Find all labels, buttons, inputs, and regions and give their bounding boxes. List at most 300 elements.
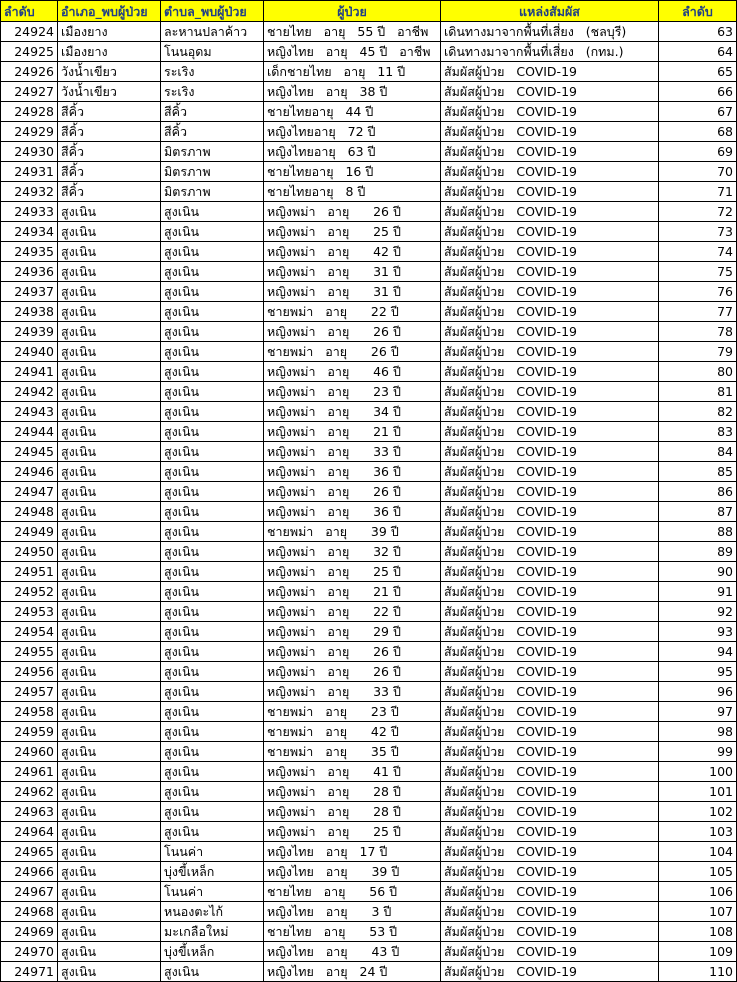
cell-district: สูงเนิน bbox=[58, 262, 161, 282]
cell-district: สูงเนิน bbox=[58, 542, 161, 562]
table-row bbox=[1, 362, 737, 382]
cell-patient: หญิงพม่า อายุ 25 ปี bbox=[264, 822, 441, 842]
cell-order: 79 bbox=[659, 342, 737, 362]
cell-patient: ชายพม่า อายุ 23 ปี bbox=[264, 702, 441, 722]
cell-subdistrict: สูงเนิน bbox=[161, 562, 264, 582]
cell-subdistrict: บุ่งขี้เหล็ก bbox=[161, 862, 264, 882]
cell-patient: ชายไทยอายุ 44 ปี bbox=[264, 102, 441, 122]
cell-source: สัมผัสผู้ป่วย COVID-19 bbox=[441, 502, 659, 522]
cell-no: 24932 bbox=[1, 182, 58, 202]
cell-source: สัมผัสผู้ป่วย COVID-19 bbox=[441, 642, 659, 662]
cell-order: 94 bbox=[659, 642, 737, 662]
cell-order: 81 bbox=[659, 382, 737, 402]
cell-order: 102 bbox=[659, 802, 737, 822]
cell-patient: หญิงไทย อายุ 45 ปี อาชีพ bbox=[264, 42, 441, 62]
cell-patient: หญิงพม่า อายุ 25 ปี bbox=[264, 562, 441, 582]
cell-district: สูงเนิน bbox=[58, 922, 161, 942]
cell-source: สัมผัสผู้ป่วย COVID-19 bbox=[441, 302, 659, 322]
cell-district: สูงเนิน bbox=[58, 842, 161, 862]
cell-subdistrict: สูงเนิน bbox=[161, 682, 264, 702]
cell-no: 24928 bbox=[1, 102, 58, 122]
table-row bbox=[1, 42, 737, 62]
cell-no: 24937 bbox=[1, 282, 58, 302]
cell-district: สีคิ้ว bbox=[58, 122, 161, 142]
header-subdistrict: ตำบล_พบผู้ป่วย bbox=[161, 1, 264, 22]
cell-no: 24925 bbox=[1, 42, 58, 62]
header-district: อำเภอ_พบผู้ป่วย bbox=[58, 1, 161, 22]
cell-order: 73 bbox=[659, 222, 737, 242]
cell-subdistrict: สูงเนิน bbox=[161, 382, 264, 402]
table-body bbox=[1, 22, 737, 982]
cell-no: 24947 bbox=[1, 482, 58, 502]
cell-order: 99 bbox=[659, 742, 737, 762]
cell-source: สัมผัสผู้ป่วย COVID-19 bbox=[441, 702, 659, 722]
cell-subdistrict: สูงเนิน bbox=[161, 342, 264, 362]
cell-subdistrict: สูงเนิน bbox=[161, 722, 264, 742]
cell-patient: หญิงไทย อายุ 39 ปี bbox=[264, 862, 441, 882]
table-row bbox=[1, 662, 737, 682]
cell-district: สูงเนิน bbox=[58, 662, 161, 682]
cell-patient: หญิงพม่า อายุ 25 ปี bbox=[264, 222, 441, 242]
cell-no: 24931 bbox=[1, 162, 58, 182]
cell-source: สัมผัสผู้ป่วย COVID-19 bbox=[441, 942, 659, 962]
cell-patient: หญิงพม่า อายุ 33 ปี bbox=[264, 682, 441, 702]
cell-source: สัมผัสผู้ป่วย COVID-19 bbox=[441, 442, 659, 462]
table-row bbox=[1, 702, 737, 722]
cell-district: เมืองยาง bbox=[58, 42, 161, 62]
cell-source: สัมผัสผู้ป่วย COVID-19 bbox=[441, 202, 659, 222]
cell-district: สูงเนิน bbox=[58, 502, 161, 522]
cell-source: สัมผัสผู้ป่วย COVID-19 bbox=[441, 922, 659, 942]
cell-district: สูงเนิน bbox=[58, 902, 161, 922]
cell-patient: หญิงพม่า อายุ 26 ปี bbox=[264, 482, 441, 502]
cell-order: 105 bbox=[659, 862, 737, 882]
header-row bbox=[1, 1, 737, 22]
table-row bbox=[1, 242, 737, 262]
cell-patient: หญิงไทยอายุ 72 ปี bbox=[264, 122, 441, 142]
cell-source: สัมผัสผู้ป่วย COVID-19 bbox=[441, 422, 659, 442]
header-no: ลำดับ bbox=[1, 1, 58, 22]
cell-subdistrict: สีคิ้ว bbox=[161, 122, 264, 142]
cell-patient: ชายพม่า อายุ 42 ปี bbox=[264, 722, 441, 742]
cell-source: สัมผัสผู้ป่วย COVID-19 bbox=[441, 542, 659, 562]
cell-order: 87 bbox=[659, 502, 737, 522]
cell-district: สูงเนิน bbox=[58, 522, 161, 542]
cell-source: สัมผัสผู้ป่วย COVID-19 bbox=[441, 602, 659, 622]
table-row bbox=[1, 262, 737, 282]
cell-subdistrict: สูงเนิน bbox=[161, 202, 264, 222]
table-row bbox=[1, 802, 737, 822]
cell-patient: หญิงพม่า อายุ 26 ปี bbox=[264, 662, 441, 682]
cell-source: สัมผัสผู้ป่วย COVID-19 bbox=[441, 622, 659, 642]
cell-source: สัมผัสผู้ป่วย COVID-19 bbox=[441, 182, 659, 202]
cell-district: สูงเนิน bbox=[58, 882, 161, 902]
cell-no: 24938 bbox=[1, 302, 58, 322]
cell-order: 93 bbox=[659, 622, 737, 642]
cell-order: 86 bbox=[659, 482, 737, 502]
cell-order: 67 bbox=[659, 102, 737, 122]
header-order: ลำดับ bbox=[659, 1, 737, 22]
cell-no: 24946 bbox=[1, 462, 58, 482]
cell-patient: ชายไทย อายุ 53 ปี bbox=[264, 922, 441, 942]
cell-order: 71 bbox=[659, 182, 737, 202]
cell-order: 106 bbox=[659, 882, 737, 902]
cell-district: สีคิ้ว bbox=[58, 162, 161, 182]
cell-source: สัมผัสผู้ป่วย COVID-19 bbox=[441, 722, 659, 742]
cell-source: สัมผัสผู้ป่วย COVID-19 bbox=[441, 482, 659, 502]
cell-patient: หญิงพม่า อายุ 41 ปี bbox=[264, 762, 441, 782]
cell-order: 70 bbox=[659, 162, 737, 182]
cell-no: 24970 bbox=[1, 942, 58, 962]
cell-subdistrict: สูงเนิน bbox=[161, 762, 264, 782]
cell-subdistrict: มิตรภาพ bbox=[161, 162, 264, 182]
cell-order: 104 bbox=[659, 842, 737, 862]
cell-source: เดินทางมาจากพื้นที่เสี่ยง (กทม.) bbox=[441, 42, 659, 62]
cell-patient: หญิงพม่า อายุ 36 ปี bbox=[264, 462, 441, 482]
cell-no: 24941 bbox=[1, 362, 58, 382]
cell-patient: เด็กชายไทย อายุ 11 ปี bbox=[264, 62, 441, 82]
cell-district: สูงเนิน bbox=[58, 362, 161, 382]
cell-district: สูงเนิน bbox=[58, 482, 161, 502]
cell-no: 24943 bbox=[1, 402, 58, 422]
table-row bbox=[1, 842, 737, 862]
table-row bbox=[1, 822, 737, 842]
cell-subdistrict: สูงเนิน bbox=[161, 782, 264, 802]
cell-order: 63 bbox=[659, 22, 737, 42]
table-row bbox=[1, 882, 737, 902]
table-row bbox=[1, 22, 737, 42]
cell-order: 65 bbox=[659, 62, 737, 82]
table-row bbox=[1, 782, 737, 802]
cell-district: สูงเนิน bbox=[58, 782, 161, 802]
cell-order: 84 bbox=[659, 442, 737, 462]
cell-order: 96 bbox=[659, 682, 737, 702]
cell-district: สูงเนิน bbox=[58, 762, 161, 782]
table-row bbox=[1, 922, 737, 942]
cell-source: สัมผัสผู้ป่วย COVID-19 bbox=[441, 862, 659, 882]
cell-patient: หญิงไทย อายุ 3 ปี bbox=[264, 902, 441, 922]
cell-district: สูงเนิน bbox=[58, 702, 161, 722]
table-row bbox=[1, 122, 737, 142]
cell-subdistrict: บุ่งขี้เหล็ก bbox=[161, 942, 264, 962]
cell-order: 77 bbox=[659, 302, 737, 322]
table-row bbox=[1, 902, 737, 922]
cell-order: 108 bbox=[659, 922, 737, 942]
cell-district: สูงเนิน bbox=[58, 722, 161, 742]
cell-no: 24929 bbox=[1, 122, 58, 142]
cell-no: 24959 bbox=[1, 722, 58, 742]
cell-patient: ชายพม่า อายุ 35 ปี bbox=[264, 742, 441, 762]
cell-district: เมืองยาง bbox=[58, 22, 161, 42]
cell-source: เดินทางมาจากพื้นที่เสี่ยง (ชลบุรี) bbox=[441, 22, 659, 42]
cell-district: สูงเนิน bbox=[58, 582, 161, 602]
table-row bbox=[1, 482, 737, 502]
table-row bbox=[1, 762, 737, 782]
cell-no: 24964 bbox=[1, 822, 58, 842]
cell-no: 24930 bbox=[1, 142, 58, 162]
cell-order: 100 bbox=[659, 762, 737, 782]
cell-district: สูงเนิน bbox=[58, 742, 161, 762]
cell-source: สัมผัสผู้ป่วย COVID-19 bbox=[441, 762, 659, 782]
cell-no: 24958 bbox=[1, 702, 58, 722]
cell-order: 80 bbox=[659, 362, 737, 382]
cell-subdistrict: สูงเนิน bbox=[161, 662, 264, 682]
cell-no: 24952 bbox=[1, 582, 58, 602]
cell-patient: หญิงพม่า อายุ 21 ปี bbox=[264, 422, 441, 442]
cell-no: 24924 bbox=[1, 22, 58, 42]
cell-no: 24971 bbox=[1, 962, 58, 982]
cell-source: สัมผัสผู้ป่วย COVID-19 bbox=[441, 822, 659, 842]
cell-source: สัมผัสผู้ป่วย COVID-19 bbox=[441, 882, 659, 902]
cell-source: สัมผัสผู้ป่วย COVID-19 bbox=[441, 162, 659, 182]
cell-district: สูงเนิน bbox=[58, 462, 161, 482]
cell-subdistrict: สีคิ้ว bbox=[161, 102, 264, 122]
table-row bbox=[1, 442, 737, 462]
cell-district: สูงเนิน bbox=[58, 302, 161, 322]
cell-no: 24960 bbox=[1, 742, 58, 762]
cell-subdistrict: โนนอุดม bbox=[161, 42, 264, 62]
table-row bbox=[1, 562, 737, 582]
cell-subdistrict: สูงเนิน bbox=[161, 522, 264, 542]
cell-patient: หญิงไทย อายุ 43 ปี bbox=[264, 942, 441, 962]
cell-source: สัมผัสผู้ป่วย COVID-19 bbox=[441, 562, 659, 582]
cell-patient: หญิงพม่า อายุ 21 ปี bbox=[264, 582, 441, 602]
table-row bbox=[1, 602, 737, 622]
cell-no: 24967 bbox=[1, 882, 58, 902]
cell-subdistrict: ระเริง bbox=[161, 82, 264, 102]
cell-no: 24949 bbox=[1, 522, 58, 542]
cell-patient: ชายพม่า อายุ 39 ปี bbox=[264, 522, 441, 542]
cell-no: 24969 bbox=[1, 922, 58, 942]
cell-order: 76 bbox=[659, 282, 737, 302]
cell-patient: ชายพม่า อายุ 22 ปี bbox=[264, 302, 441, 322]
cell-patient: หญิงพม่า อายุ 46 ปี bbox=[264, 362, 441, 382]
cell-source: สัมผัสผู้ป่วย COVID-19 bbox=[441, 62, 659, 82]
cell-order: 88 bbox=[659, 522, 737, 542]
cell-no: 24936 bbox=[1, 262, 58, 282]
cell-district: สูงเนิน bbox=[58, 962, 161, 982]
table-row bbox=[1, 582, 737, 602]
cell-patient: หญิงพม่า อายุ 26 ปี bbox=[264, 642, 441, 662]
cell-subdistrict: มะเกลือใหม่ bbox=[161, 922, 264, 942]
cell-order: 85 bbox=[659, 462, 737, 482]
cell-district: สูงเนิน bbox=[58, 822, 161, 842]
cell-subdistrict: ละหานปลาค้าว bbox=[161, 22, 264, 42]
table-row bbox=[1, 722, 737, 742]
cell-source: สัมผัสผู้ป่วย COVID-19 bbox=[441, 102, 659, 122]
cell-patient: หญิงพม่า อายุ 23 ปี bbox=[264, 382, 441, 402]
table-row bbox=[1, 742, 737, 762]
table-row bbox=[1, 382, 737, 402]
cell-no: 24933 bbox=[1, 202, 58, 222]
table-row bbox=[1, 862, 737, 882]
cell-subdistrict: สูงเนิน bbox=[161, 642, 264, 662]
cell-patient: หญิงพม่า อายุ 34 ปี bbox=[264, 402, 441, 422]
cell-source: สัมผัสผู้ป่วย COVID-19 bbox=[441, 262, 659, 282]
cell-district: สูงเนิน bbox=[58, 862, 161, 882]
cell-patient: หญิงไทย อายุ 38 ปี bbox=[264, 82, 441, 102]
table-row bbox=[1, 502, 737, 522]
cell-district: สูงเนิน bbox=[58, 802, 161, 822]
cell-subdistrict: สูงเนิน bbox=[161, 442, 264, 462]
cell-order: 75 bbox=[659, 262, 737, 282]
cell-order: 91 bbox=[659, 582, 737, 602]
cell-district: สูงเนิน bbox=[58, 442, 161, 462]
cell-subdistrict: สูงเนิน bbox=[161, 362, 264, 382]
cell-no: 24940 bbox=[1, 342, 58, 362]
cell-order: 66 bbox=[659, 82, 737, 102]
cell-subdistrict: สูงเนิน bbox=[161, 962, 264, 982]
cell-subdistrict: สูงเนิน bbox=[161, 742, 264, 762]
cell-no: 24951 bbox=[1, 562, 58, 582]
cell-source: สัมผัสผู้ป่วย COVID-19 bbox=[441, 682, 659, 702]
cell-no: 24965 bbox=[1, 842, 58, 862]
cell-district: สูงเนิน bbox=[58, 382, 161, 402]
table-row bbox=[1, 62, 737, 82]
cell-district: สูงเนิน bbox=[58, 622, 161, 642]
cell-no: 24942 bbox=[1, 382, 58, 402]
cell-district: สีคิ้ว bbox=[58, 142, 161, 162]
cell-district: สูงเนิน bbox=[58, 682, 161, 702]
cell-subdistrict: สูงเนิน bbox=[161, 622, 264, 642]
cell-source: สัมผัสผู้ป่วย COVID-19 bbox=[441, 802, 659, 822]
table-row bbox=[1, 962, 737, 982]
cell-district: สีคิ้ว bbox=[58, 182, 161, 202]
table-row bbox=[1, 542, 737, 562]
cell-order: 101 bbox=[659, 782, 737, 802]
table-row bbox=[1, 422, 737, 442]
table-row bbox=[1, 942, 737, 962]
cell-patient: หญิงพม่า อายุ 33 ปี bbox=[264, 442, 441, 462]
cell-subdistrict: สูงเนิน bbox=[161, 582, 264, 602]
cell-source: สัมผัสผู้ป่วย COVID-19 bbox=[441, 122, 659, 142]
cell-subdistrict: มิตรภาพ bbox=[161, 182, 264, 202]
cell-order: 103 bbox=[659, 822, 737, 842]
table-row bbox=[1, 522, 737, 542]
table-row bbox=[1, 302, 737, 322]
cell-patient: ชายพม่า อายุ 26 ปี bbox=[264, 342, 441, 362]
table-row bbox=[1, 322, 737, 342]
cell-patient: หญิงพม่า อายุ 29 ปี bbox=[264, 622, 441, 642]
cell-order: 110 bbox=[659, 962, 737, 982]
cell-no: 24926 bbox=[1, 62, 58, 82]
cell-source: สัมผัสผู้ป่วย COVID-19 bbox=[441, 842, 659, 862]
cell-order: 64 bbox=[659, 42, 737, 62]
table-row bbox=[1, 462, 737, 482]
table-row bbox=[1, 162, 737, 182]
cell-district: สูงเนิน bbox=[58, 342, 161, 362]
cell-no: 24961 bbox=[1, 762, 58, 782]
cell-district: สูงเนิน bbox=[58, 322, 161, 342]
cell-source: สัมผัสผู้ป่วย COVID-19 bbox=[441, 362, 659, 382]
cell-patient: หญิงพม่า อายุ 28 ปี bbox=[264, 782, 441, 802]
cell-source: สัมผัสผู้ป่วย COVID-19 bbox=[441, 342, 659, 362]
cell-source: สัมผัสผู้ป่วย COVID-19 bbox=[441, 662, 659, 682]
cell-source: สัมผัสผู้ป่วย COVID-19 bbox=[441, 282, 659, 302]
cell-patient: หญิงพม่า อายุ 31 ปี bbox=[264, 262, 441, 282]
cell-source: สัมผัสผู้ป่วย COVID-19 bbox=[441, 82, 659, 102]
cell-no: 24950 bbox=[1, 542, 58, 562]
table-row bbox=[1, 222, 737, 242]
cell-no: 24962 bbox=[1, 782, 58, 802]
table-row bbox=[1, 182, 737, 202]
cell-order: 98 bbox=[659, 722, 737, 742]
cell-subdistrict: สูงเนิน bbox=[161, 702, 264, 722]
table-row bbox=[1, 202, 737, 222]
cell-no: 24968 bbox=[1, 902, 58, 922]
cell-patient: ชายไทยอายุ 16 ปี bbox=[264, 162, 441, 182]
cell-district: สูงเนิน bbox=[58, 422, 161, 442]
cell-district: สูงเนิน bbox=[58, 222, 161, 242]
cell-patient: หญิงพม่า อายุ 28 ปี bbox=[264, 802, 441, 822]
cell-no: 24957 bbox=[1, 682, 58, 702]
header-patient: ผู้ป่วย bbox=[264, 1, 441, 22]
cell-no: 24956 bbox=[1, 662, 58, 682]
cell-subdistrict: สูงเนิน bbox=[161, 462, 264, 482]
table-row bbox=[1, 642, 737, 662]
cell-order: 89 bbox=[659, 542, 737, 562]
cell-subdistrict: สูงเนิน bbox=[161, 282, 264, 302]
cell-district: สูงเนิน bbox=[58, 282, 161, 302]
cell-source: สัมผัสผู้ป่วย COVID-19 bbox=[441, 962, 659, 982]
cell-patient: ชายไทย อายุ 55 ปี อาชีพ bbox=[264, 22, 441, 42]
cell-district: วังน้ำเขียว bbox=[58, 82, 161, 102]
cell-subdistrict: สูงเนิน bbox=[161, 502, 264, 522]
cell-source: สัมผัสผู้ป่วย COVID-19 bbox=[441, 382, 659, 402]
cell-order: 68 bbox=[659, 122, 737, 142]
cell-subdistrict: สูงเนิน bbox=[161, 542, 264, 562]
cell-source: สัมผัสผู้ป่วย COVID-19 bbox=[441, 582, 659, 602]
cell-district: สูงเนิน bbox=[58, 642, 161, 662]
cell-order: 72 bbox=[659, 202, 737, 222]
cell-no: 24963 bbox=[1, 802, 58, 822]
cell-subdistrict: สูงเนิน bbox=[161, 242, 264, 262]
table-row bbox=[1, 402, 737, 422]
cell-district: สูงเนิน bbox=[58, 562, 161, 582]
cell-district: สูงเนิน bbox=[58, 942, 161, 962]
cell-patient: หญิงพม่า อายุ 22 ปี bbox=[264, 602, 441, 622]
cell-district: สูงเนิน bbox=[58, 402, 161, 422]
cell-subdistrict: สูงเนิน bbox=[161, 302, 264, 322]
cell-order: 83 bbox=[659, 422, 737, 442]
cell-source: สัมผัสผู้ป่วย COVID-19 bbox=[441, 522, 659, 542]
cell-order: 69 bbox=[659, 142, 737, 162]
cell-subdistrict: สูงเนิน bbox=[161, 822, 264, 842]
cell-patient: หญิงพม่า อายุ 31 ปี bbox=[264, 282, 441, 302]
cell-source: สัมผัสผู้ป่วย COVID-19 bbox=[441, 462, 659, 482]
header-source: แหล่งสัมผัส bbox=[441, 1, 659, 22]
cell-order: 107 bbox=[659, 902, 737, 922]
cell-district: สีคิ้ว bbox=[58, 102, 161, 122]
cell-subdistrict: ระเริง bbox=[161, 62, 264, 82]
cell-order: 92 bbox=[659, 602, 737, 622]
cell-no: 24944 bbox=[1, 422, 58, 442]
cell-no: 24966 bbox=[1, 862, 58, 882]
cell-district: สูงเนิน bbox=[58, 202, 161, 222]
cell-order: 97 bbox=[659, 702, 737, 722]
cell-no: 24945 bbox=[1, 442, 58, 462]
cell-subdistrict: สูงเนิน bbox=[161, 602, 264, 622]
cell-subdistrict: สูงเนิน bbox=[161, 482, 264, 502]
table-row bbox=[1, 82, 737, 102]
cell-source: สัมผัสผู้ป่วย COVID-19 bbox=[441, 402, 659, 422]
cell-patient: ชายไทย อายุ 56 ปี bbox=[264, 882, 441, 902]
cell-no: 24927 bbox=[1, 82, 58, 102]
cell-subdistrict: สูงเนิน bbox=[161, 322, 264, 342]
cell-patient: หญิงพม่า อายุ 26 ปี bbox=[264, 322, 441, 342]
cell-no: 24948 bbox=[1, 502, 58, 522]
cell-subdistrict: มิตรภาพ bbox=[161, 142, 264, 162]
